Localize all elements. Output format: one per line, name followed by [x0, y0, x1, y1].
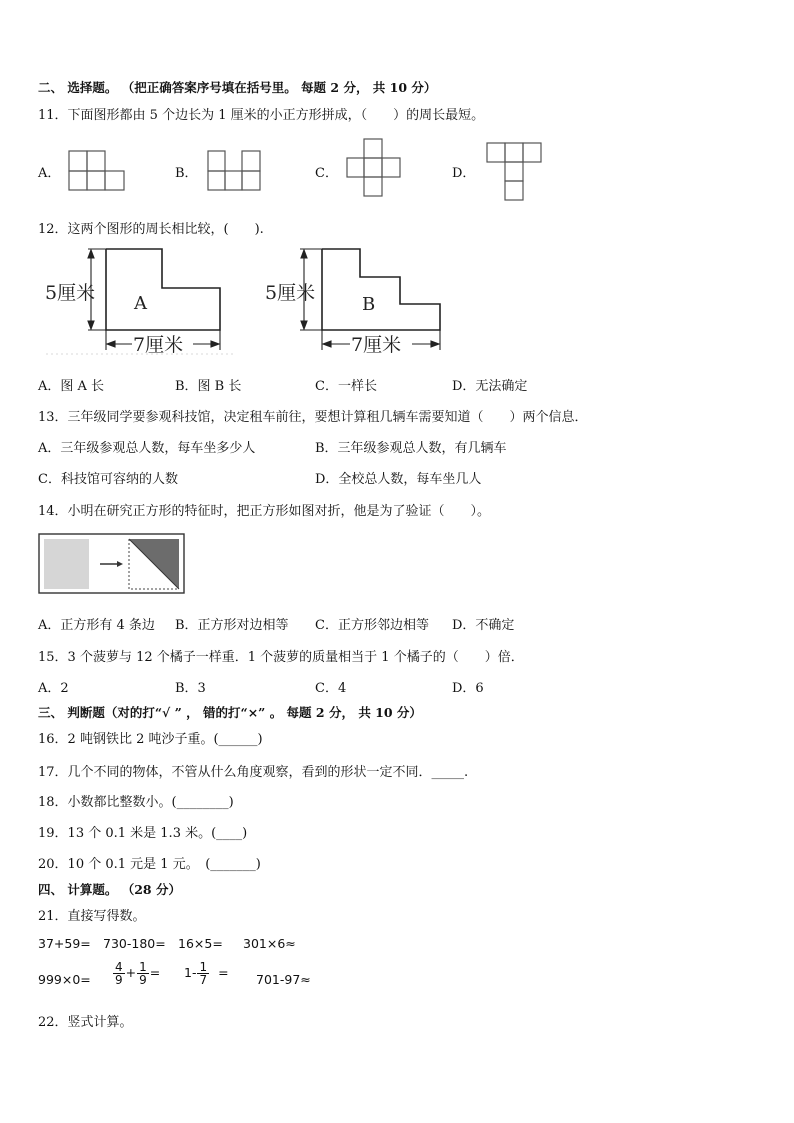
q12-option-c: C．一样长	[315, 379, 377, 394]
q13-option-b: B．三年级参观总人数，有几辆车	[315, 441, 507, 456]
q12-a-width-label: 7厘米	[133, 334, 184, 356]
q12-a-shape-name: A	[134, 293, 147, 314]
q12-a-height-label: 5厘米	[45, 282, 96, 304]
calc-16-times-5: 16×5=	[178, 936, 223, 951]
q11-figure-a	[68, 150, 128, 192]
q14-option-b: B．正方形对边相等	[175, 618, 289, 633]
q12-b-width-label: 7厘米	[351, 334, 402, 356]
section-4-title: 四、 计算题。 （28 分）	[38, 882, 181, 897]
calc-701-minus-97: 701-97≈	[256, 972, 311, 987]
frac1-eq: =	[149, 965, 161, 980]
q12-option-a: A．图 A 长	[38, 379, 105, 394]
frac1-den2: 9	[139, 973, 147, 987]
calc-one-minus-fraction	[184, 961, 229, 986]
q14-square	[44, 539, 89, 589]
frac1-den1: 9	[115, 973, 123, 987]
calc-730-minus-180: 730-180=	[103, 936, 166, 951]
q15-option-b: B．3	[175, 681, 206, 696]
q11-option-b-label: B．	[175, 166, 198, 181]
section-3-title: 三、 判断题（对的打“√ ” ， 错的打“×” 。 每题 2 分， 共 10 分）	[38, 705, 422, 720]
calc-301-times-6: 301×6≈	[243, 936, 296, 951]
q11-figure-d	[486, 142, 544, 204]
question-22: 22．竖式计算。	[38, 1015, 133, 1030]
question-14: 14．小明在研究正方形的特征时，把正方形如图对折，他是为了验证（ ）。	[38, 504, 491, 519]
frac2-den: 7	[199, 973, 208, 987]
frac2-eq: =	[218, 965, 229, 980]
question-15: 15．3 个菠萝与 12 个橘子一样重．1 个菠萝的质量相当于 1 个橘子的（ ）倍．	[38, 650, 524, 665]
q12-b-height-label: 5厘米	[265, 282, 316, 304]
q12-option-b: B．图 B 长	[175, 379, 242, 394]
question-13: 13．三年级同学要参观科技馆，决定租车前往，要想计算租几辆车需要知道（ ）两个信息．	[38, 410, 588, 425]
q15-option-c: C．4	[315, 681, 347, 696]
question-17: 17．几个不同的物体，不管从什么角度观察，看到的形状一定不同．_____.	[38, 765, 469, 780]
question-12: 12．这两个图形的周长相比较，( ).	[38, 222, 264, 237]
q12-figure-a	[40, 242, 240, 360]
q13-option-c: C．科技馆可容纳的人数	[38, 472, 178, 487]
question-18: 18．小数都比整数小。(________)	[38, 795, 234, 810]
q15-option-d: D．6	[452, 681, 484, 696]
q11-option-d-label: D．	[452, 166, 476, 181]
q14-folded-square	[129, 539, 179, 589]
q12-figure-b	[262, 242, 462, 360]
q11-option-a-label: A．	[38, 166, 61, 181]
frac2-num: 1	[199, 960, 208, 974]
section-2-title: 二、 选择题。 （把正确答案序号填在括号里。 每题 2 分， 共 10 分）	[38, 80, 437, 95]
q11-option-c-label: C．	[315, 166, 338, 181]
question-16: 16．2 吨钢铁比 2 吨沙子重。(______)	[38, 732, 263, 747]
q14-option-d: D．不确定	[452, 618, 515, 633]
q13-option-a: A．三年级参观总人数，每车坐多少人	[38, 441, 256, 456]
calc-fraction-sum	[112, 961, 160, 986]
q12-b-shape-name: B	[362, 294, 376, 315]
q14-folding-figure	[38, 533, 186, 595]
q15-option-a: A．2	[38, 681, 69, 696]
question-21: 21．直接写得数。	[38, 909, 146, 924]
q14-option-a: A．正方形有 4 条边	[38, 618, 155, 633]
question-11: 11．下面图形都由 5 个边长为 1 厘米的小正方形拼成，（ ）的周长最短。	[38, 108, 485, 123]
question-20: 20．10 个 0.1 元是 1 元。 (_______)	[38, 857, 261, 872]
q12-option-d: D．无法确定	[452, 379, 528, 394]
calc-999-times-0: 999×0=	[38, 972, 91, 987]
frac1-num2: 1	[139, 960, 147, 974]
frac2-lead: 1-	[184, 965, 197, 980]
frac1-num1: 4	[115, 960, 123, 974]
q11-figure-b	[207, 150, 263, 192]
question-19: 19．13 个 0.1 米是 1.3 米。(____)	[38, 826, 248, 841]
calc-37-plus-59: 37+59=	[38, 936, 91, 951]
q11-figure-c	[346, 138, 402, 200]
frac1-op: +	[125, 965, 137, 980]
q14-option-c: C．正方形邻边相等	[315, 618, 429, 633]
q13-option-d: D．全校总人数，每车坐几人	[315, 472, 482, 487]
